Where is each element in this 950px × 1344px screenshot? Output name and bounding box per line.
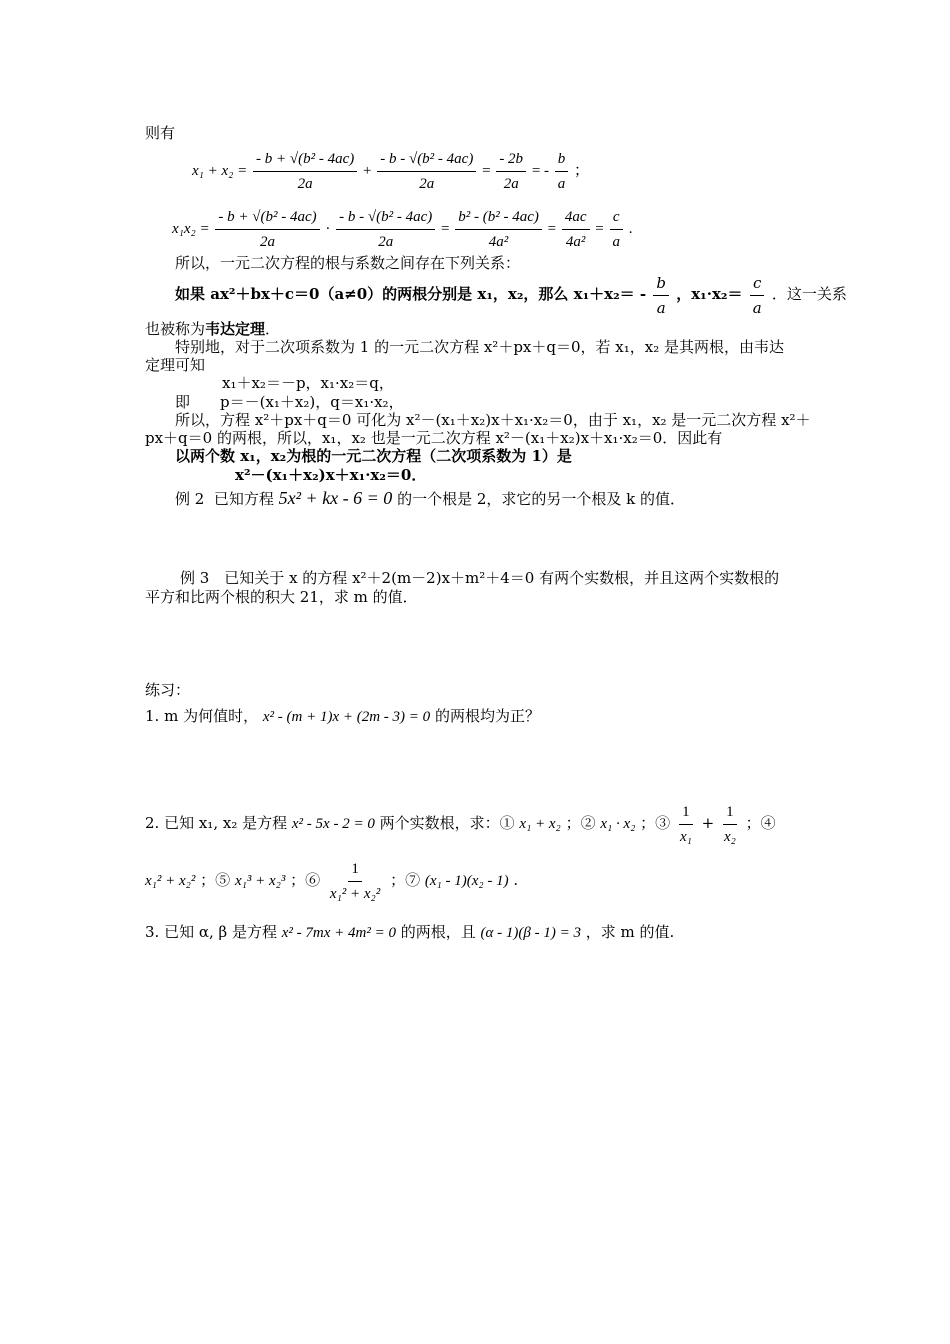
practice-question-2-line-1: 2. 已知 x₁, x₂ 是方程 x² - 5x - 2 = 0 两个实数根，求：① x₁ + x₂ ；② x₁ · x₂ ；③ $\frac{1}{\text{x₁}}$ + $\frac{1}{\text{x₂}}$ ；④ xyxy=(145,795,776,852)
sum-of-roots-equation: x₁ + x₂ = $\frac{\text{- b + √(b² - 4ac)}}{2a}$ + $\frac{\text{- b - √(b² - 4ac)}}{2a}$ = $\frac{- 2b}{2a}$ = - $\frac{b}{a}$ ； xyxy=(192,143,589,199)
practice-question-3: 3. 已知 α, β 是方程 x² - 7mx + 4m² = 0 的两根，且 (α - 1)(β - 1) = 3 ，求 m 的值. xyxy=(145,923,675,941)
paragraph-special-case-2: 定理可知 xyxy=(145,356,206,374)
special-case-formula-1: x₁＋x₂＝－p，x₁·x₂＝q， xyxy=(222,374,394,392)
special-case-formula-2: 即 p＝－(x₁＋x₂)，q＝x₁·x₂， xyxy=(175,393,404,411)
bold-conclusion-2: x²－(x₁＋x₂)x＋x₁·x₂＝0． xyxy=(235,466,427,484)
theorem-name-line: 也被称为韦达定理． xyxy=(145,320,281,338)
example-3-line-1: 例 3 已知关于 x 的方程 x²＋2(m－2)x＋m²＋4＝0 有两个实数根，并且这两个实数根的 xyxy=(180,569,780,587)
paragraph-rewrite-1: 所以，方程 x²＋px＋q＝0 可化为 x²－(x₁＋x₂)x＋x₁·x₂＝0，由于 x₁，x₂ 是一元二次方程 x²＋ xyxy=(175,411,811,429)
practice-question-2-line-2: x₁² + x₂² ；⑤ x₁³ + x₂³ ；⑥ $\frac{1}{\text{x₁² + x₂²}}$ ；⑦ (x₁ - 1)(x₂ - 1) . xyxy=(145,852,518,909)
example-3-line-2: 平方和比两个根的积大 21，求 m 的值． xyxy=(145,588,418,606)
product-of-roots-equation: x₁x₂ = $\frac{\text{- b + √(b² - 4ac)}}{2a}$ · $\frac{\text{- b - √(b² - 4ac)}}{2a}$ = $\frac{\text{b² - (b² - 4ac)}}{\text{4a²}}$ = $\frac{4ac}{\text{4a²}}$ = $\frac{c}{a}$ . xyxy=(172,201,632,257)
example-2: 例 2 已知方程 5x² + kx - 6 = 0 的一个根是 2，求它的另一个根及 k 的值． xyxy=(175,488,686,508)
paragraph-special-case-1: 特别地，对于二次项系数为 1 的一元二次方程 x²＋px＋q＝0，若 x₁，x₂ 是其两根，由韦达 xyxy=(175,338,785,356)
paragraph-rewrite-2: px＋q＝0 的两根，所以，x₁，x₂ 也是一元二次方程 x²－(x₁＋x₂)x＋x₁·x₂＝0．因此有 xyxy=(145,429,723,447)
bold-conclusion-1: 以两个数 x₁，x₂为根的一元二次方程（二次项系数为 1）是 xyxy=(175,447,572,465)
paragraph-relation-intro: 所以，一元二次方程的根与系数之间存在下列关系： xyxy=(175,254,521,272)
vieta-theorem-statement: 如果 ax²＋bx＋c＝0（a≠0）的两根分别是 x₁，x₂，那么 x₁＋x₂＝ - $\frac{b}{a}$ ，x₁·x₂＝ $\frac{c}{a}$ ．这一关系 xyxy=(175,270,847,320)
practice-question-1: 1. m 为何值时， x² - (m + 1)x + (2m - 3) = 0 的两根均为正？ xyxy=(145,707,540,725)
intro-text: 则有 xyxy=(145,124,176,142)
practice-heading: 练习： xyxy=(145,681,191,699)
